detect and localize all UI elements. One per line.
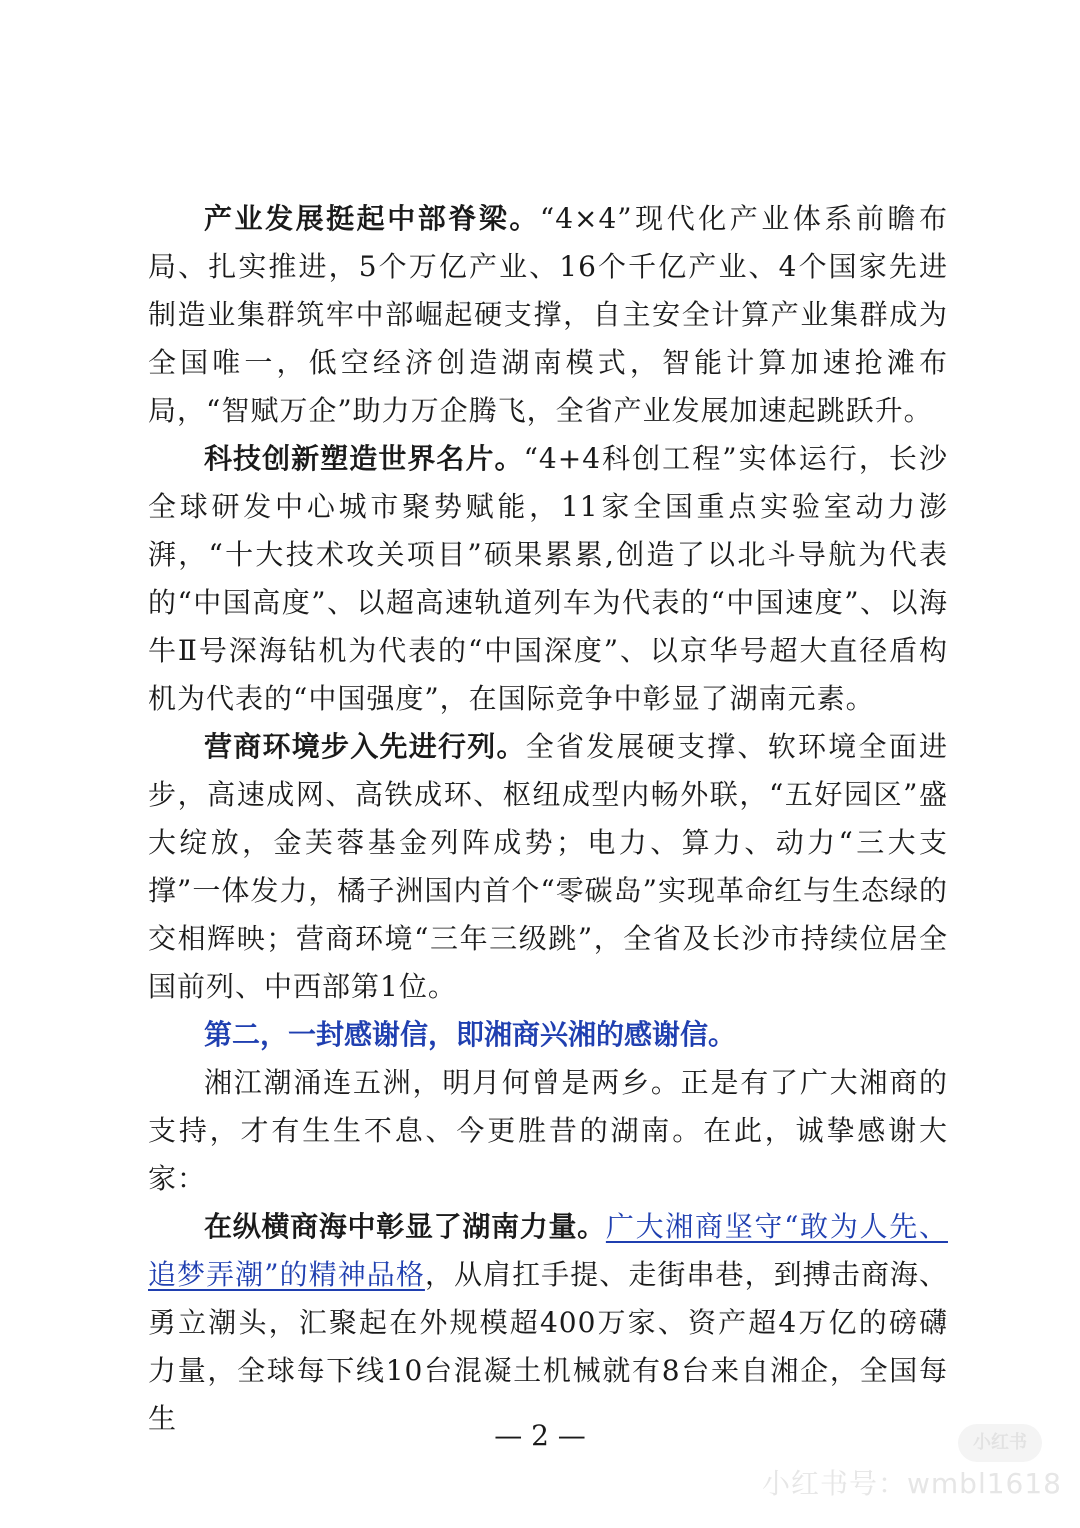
paragraph-lead: 科技创新塑造世界名片。 xyxy=(204,442,524,475)
paragraph-text: 全省发展硬支撑、软环境全面进步，高速成网、高铁成环、枢纽成型内畅外联，“五好园区”盛大绽放，金芙蓉基金列阵成势；电力、算力、动力“三大支撑”一体发力，橘子洲国内首个“零碳岛”实现革命红与生态绿的交相辉映；营商环境“三年三级跳”，全省及长沙市持续位居全国前列、中西部第1位。 xyxy=(148,730,948,1003)
paragraph-lead: 营商环境步入先进行列。 xyxy=(204,730,526,763)
paragraph-lead: 产业发展挺起中部脊梁。 xyxy=(204,202,540,235)
paragraph-text: “4×4”现代化产业体系前瞻布局、扎实推进，5个万亿产业、16个千亿产业、4个国家先进制造业集群筑牢中部崛起硬支撑，自主安全计算产业集群成为全国唯一，低空经济创造湖南模式，智能计算加速抢滩布局，“智赋万企”助力万企腾飞，全省产业发展加速起跳跃升。 xyxy=(148,202,948,427)
paragraph-business-environment xyxy=(148,723,948,1011)
watermark-logo: 小红书 xyxy=(958,1424,1042,1462)
paragraph-industry xyxy=(148,195,948,435)
paragraph-text: “4+4科创工程”实体运行，长沙全球研发中心城市聚势赋能，11家全国重点实验室动力澎湃，“十大技术攻关项目”硕果累累,创造了以北斗导航为代表的“中国高度”、以超高速轨道列车为代表的“中国速度”、以海牛Ⅱ号深海钻机为代表的“中国深度”、以京华号超大直径盾构机为代表的“中国强度”，在国际竞争中彰显了湖南元素。 xyxy=(148,442,948,715)
paragraph-innovation xyxy=(148,435,948,723)
paragraph-hunan-power xyxy=(148,1203,948,1443)
paragraph-text: ，从肩扛手提、走街串巷，到搏击商海、勇立潮头，汇聚起在外规模超400万家、资产超4万亿的磅礴力量，全球每下线10台混凝土机械就有8台来自湘企，全国每生 xyxy=(148,1258,948,1435)
paragraph-intro: 湘江潮涌连五洲，明月何曾是两乡。正是有了广大湘商的支持，才有生生不息、今更胜昔的湖南。在此，诚挚感谢大家： xyxy=(148,1066,948,1195)
paragraph-lead: 在纵横商海中彰显了湖南力量。 xyxy=(204,1210,606,1243)
page-number: — 2 — xyxy=(494,1419,586,1452)
section-heading: 第二，一封感谢信，即湘商兴湘的感谢信。 xyxy=(204,1018,737,1051)
spirit-link[interactable]: 广大湘商坚守“敢为人先、追梦弄潮”的精神品格 xyxy=(148,1210,948,1291)
watermark-text: 小红书号：wmbl1618 xyxy=(762,1467,1062,1500)
document-body xyxy=(148,195,948,1443)
